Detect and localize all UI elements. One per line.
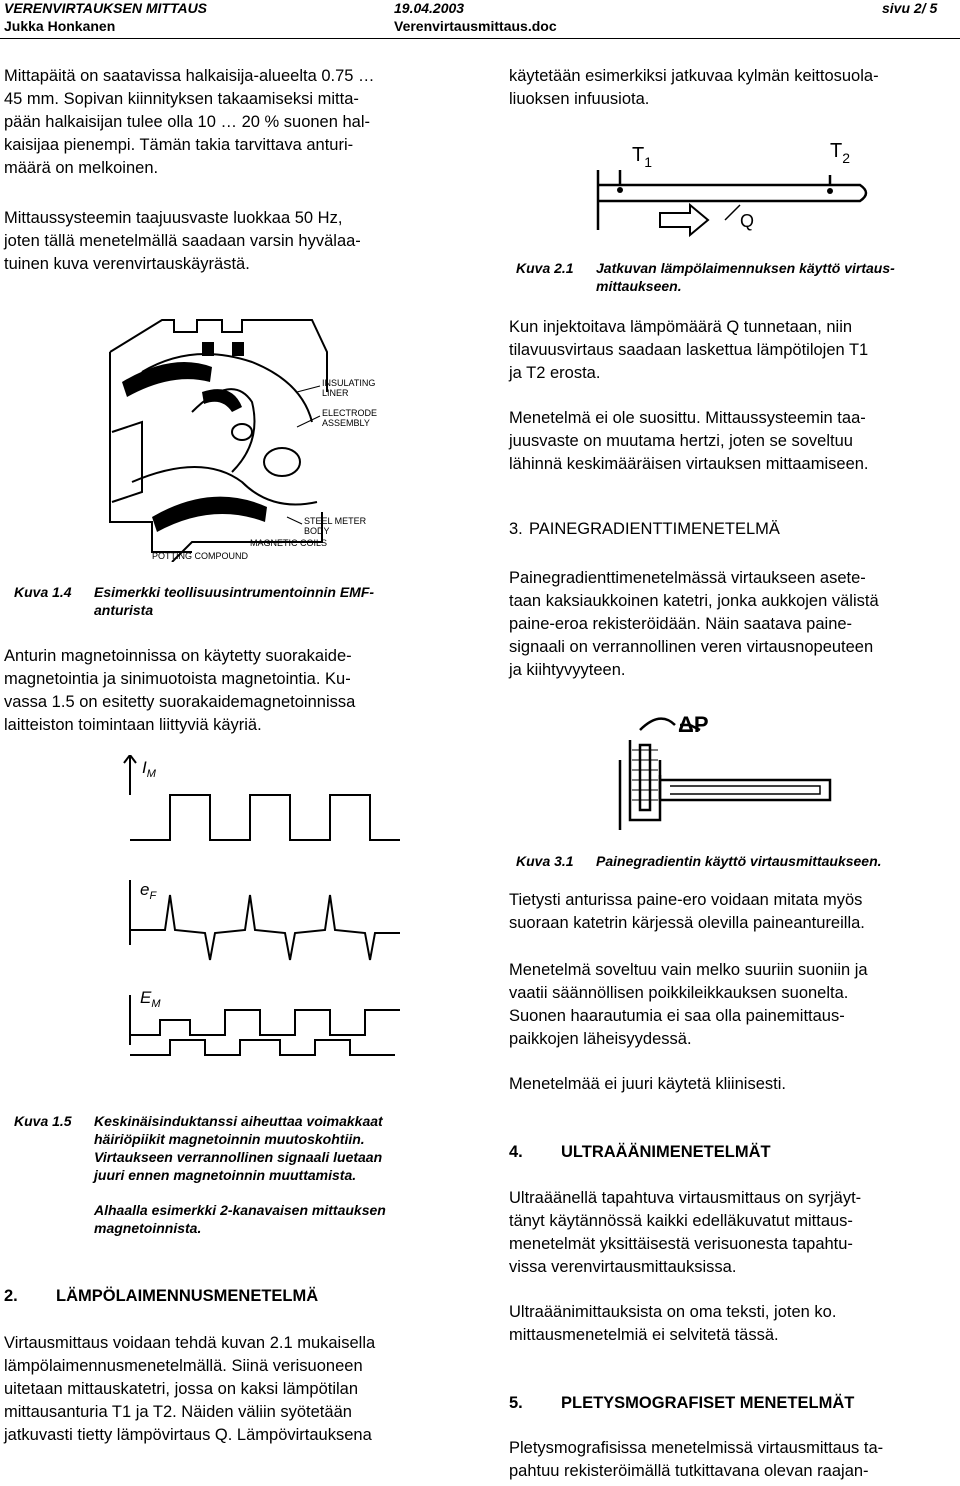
label-potting-compound: POTTING COMPOUND bbox=[152, 551, 248, 561]
page-number: sivu 2/ 5 bbox=[882, 0, 938, 16]
label-im: $I_M$ bbox=[142, 758, 156, 780]
right-paragraph-4: Painegradienttimenetelmässä virtaukseen asete- taan kaksiaukkoinen katetri, jonka aukkojen välistä paine-eroa rekisteröidään. Näin saatava paine- signaali on verrannollinen veren virtausnopeuteen ja kiihtyvyyteen. bbox=[509, 569, 879, 679]
label-insulating: INSULATING bbox=[322, 378, 376, 388]
doc-author: Jukka Honkanen bbox=[4, 18, 116, 34]
right-paragraph-7: Menetelmää ei juuri käytetä kliinisesti. bbox=[509, 1075, 786, 1093]
heading-section-3: 3. PAINEGRADIENTTIMENETELMÄ bbox=[509, 520, 780, 538]
pressure-gradient-figure bbox=[600, 700, 850, 840]
right-paragraph-2: Kun injektoitava lämpömäärä Q tunnetaan, niin tilavuusvirtaus saadaan laskettua lämpötilojen T1 ja T2 erosta. bbox=[509, 318, 869, 382]
right-paragraph-10: Pletysmografisissa menetelmissä virtausmittaus ta- pahtuu rekisteröimällä tutkittavana olevan raajan- bbox=[509, 1439, 884, 1480]
label-liner: LINER bbox=[322, 388, 349, 398]
thermodilution-catheter-figure bbox=[590, 135, 880, 245]
left-paragraph-3: Anturin magnetoinnissa on käytetty suorakaide- magnetointia ja sinimuotoista magnetointia. Ku- vassa 1.5 on esitetty suorakaidemagnetoinnissa laitteiston toimintaan liittyviä käyriä. bbox=[4, 647, 356, 734]
doc-date: 19.04.2003 bbox=[394, 0, 465, 16]
doc-title: VERENVIRTAUKSEN MITTAUS bbox=[4, 0, 208, 16]
right-paragraph-1: käytetään esimerkiksi jatkuvaa kylmän keittosuola- liuoksen infuusiota. bbox=[509, 67, 879, 108]
heading-section-5: 5. PLETYSMOGRAFISET MENETELMÄT bbox=[509, 1394, 855, 1412]
right-paragraph-9: Ultraäänimittauksista on oma teksti, joten ko. mittausmenetelmiä ei selvitetä tässä. bbox=[509, 1303, 837, 1344]
caption-kuva-3-1: Kuva 3.1 Painegradientin käyttö virtausmittaukseen. bbox=[516, 853, 882, 869]
left-paragraph-2: Mittaussysteemin taajuusvaste luokkaa 50 Hz, joten tällä menetelmällä saadaan varsin hyvälaa- tuinen kuva verenvirtauskäyrästä. bbox=[4, 209, 361, 273]
label-q: Q bbox=[740, 211, 755, 231]
right-paragraph-8: Ultraäänellä tapahtuva virtausmittaus on syrjäyt- tänyt käytännössä kaikki edelläkuvatut mittaus- menetelmät yksittäisestä verisuonesta tapahtu- vissa verenvirtausmittauksissa. bbox=[509, 1189, 862, 1276]
caption-kuva-2-1: Kuva 2.1 Jatkuvan lämpölaimennuksen käyttö virtaus- mittaukseen. bbox=[516, 260, 895, 294]
heading-section-2: 2. LÄMPÖLAIMENNUSMENETELMÄ bbox=[4, 1287, 319, 1305]
right-paragraph-6: Menetelmä soveltuu vain melko suuriin suoniin ja vaatii säännöllisen poikkileikkauksen suonelta. Suonen haarautumia ei saa olla painemittaus- paikkojen läheisyydessä. bbox=[509, 961, 868, 1048]
emf-sensor-figure bbox=[82, 312, 382, 562]
label-body: BODY bbox=[304, 526, 330, 536]
label-electrode: ELECTRODE bbox=[322, 408, 378, 418]
label-em: $E_M$ bbox=[140, 988, 161, 1010]
doc-filename: Verenvirtausmittaus.doc bbox=[394, 18, 557, 34]
heading-section-4: 4. ULTRAÄÄNIMENETELMÄT bbox=[509, 1143, 771, 1161]
header-rule bbox=[0, 38, 960, 39]
label-delta-p: ΔP bbox=[678, 712, 709, 737]
label-t1: $T_1$ bbox=[632, 144, 653, 170]
label-t2: $T_2$ bbox=[830, 140, 851, 166]
label-steel-meter: STEEL METER bbox=[304, 516, 367, 526]
label-ef: $e_F$ bbox=[140, 880, 157, 902]
left-paragraph-4: Virtausmittaus voidaan tehdä kuvan 2.1 mukaisella lämpölaimennusmenetelmällä. Siinä verisuoneen uitetaan mittauskatetri, jossa on kaksi lämpötilan mittausanturia T1 ja T2. Näiden väliin syötetään jatkuvasti tietty lämpövirtaus Q. Lämpövirtauksena bbox=[4, 1334, 376, 1444]
left-paragraph-1: Mittapäitä on saatavissa halkaisija-alueelta 0.75 … 45 mm. Sopivan kiinnityksen takaamiseksi mitta- pään halkaisijan tulee olla 10 … 20 % suonen hal- kaisijaa pienempi. Tämän takia tarvittava anturi- määrä on melkoinen. bbox=[4, 67, 375, 177]
magnetization-waveforms-figure bbox=[110, 755, 410, 1085]
caption-kuva-1-5: Kuva 1.5 Keskinäisinduktanssi aiheuttaa voimakkaat häiriöpiikit magnetoinnin muutoskohtiin. Virtaukseen verrannollinen signaali luetaan juuri ennen magnetoinnin muuttamista. Alhaalla esimerkki 2-kanavaisen mittauksen magnetoinnista. bbox=[14, 1113, 386, 1236]
label-assembly: ASSEMBLY bbox=[322, 418, 370, 428]
label-magnetic-coils: MAGNETIC COILS bbox=[250, 538, 328, 548]
right-paragraph-5: Tietysti anturissa paine-ero voidaan mitata myös suoraan katetrin kärjessä olevilla paineantureilla. bbox=[509, 891, 865, 932]
right-paragraph-3: Menetelmä ei ole suosittu. Mittaussysteemin taa- juusvaste on muutama hertzi, joten se soveltuu lähinnä keskimääräisen virtauksen mittaamiseen. bbox=[509, 409, 869, 473]
caption-kuva-1-4: Kuva 1.4 Esimerkki teollisuusintrumentoinnin EMF- anturista bbox=[14, 584, 375, 618]
